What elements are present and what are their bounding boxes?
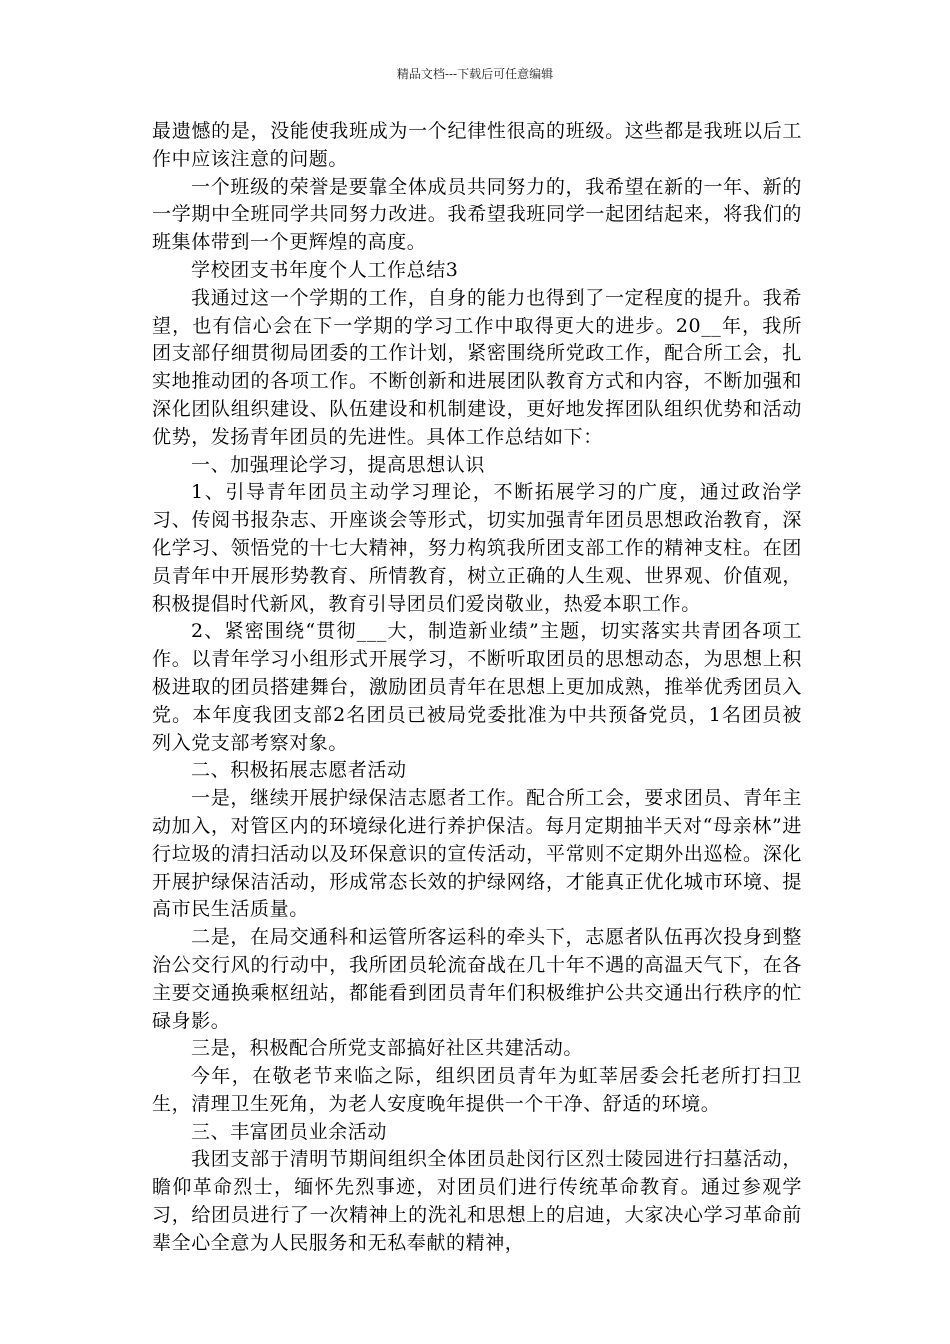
paragraph: 二是，在局交通科和运管所客运科的牵头下，志愿者队伍再次投身到整治公交行风的行动中，我所团员轮流奋战在几十年不遇的高温天气下，在各主要交通换乘枢纽站，都能看到团员青年们积极维护公共交通出行秩序的忙碌身影。 [152,926,802,1032]
paragraph: 三是，积极配合所党支部搞好社区共建活动。 [191,1037,584,1060]
paragraph: 今年，在敬老节来临之际，组织团员青年为虹莘居委会托老所打扫卫生，清理卫生死角，为老人安度晚年提供一个干净、舒适的环境。 [152,1065,802,1115]
section-title: 学校团支书年度个人工作总结3 [191,258,459,281]
paragraph: 我团支部于清明节期间组织全体团员赴闵行区烈士陵园进行扫墓活动，瞻仰革命烈士，缅怀先烈事迹，对团员们进行传统革命教育。通过参观学习，给团员进行了一次精神上的洗礼和思想上的启迪，大家决心学习革命前辈全心全意为人民服务和无私奉献的精神， [152,1148,802,1254]
paragraph: 一是，继续开展护绿保洁志愿者工作。配合所工会，要求团员、青年主动加入，对管区内的环境绿化进行养护保洁。每月定期抽半天对“母亲林”进行垃圾的清扫活动以及环保意识的宣传活动，平常则不定期外出巡检。深化开展护绿保洁活动，形成常态长效的护绿网络，才能真正优化城市环境、提高市民生活质量。 [152,787,802,921]
paragraph: 我通过这一个学期的工作，自身的能力也得到了一定程度的提升。我希望，也有信心会在下一学期的学习工作中取得更大的进步。20__年，我所团支部仔细贯彻局团委的工作计划，紧密围绕所党政工作，配合所工会，扎实地推动团的各项工作。不断创新和进展团队教育方式和内容，不断加强和深化团队组织建设、队伍建设和机制建设，更好地发挥团队组织优势和活动优势，发扬青年团员的先进性。具体工作总结如下： [152,286,802,448]
paragraph: 一个班级的荣誉是要靠全体成员共同努力的，我希望在新的一年、新的一学期中全班同学共同努力改进。我希望我班同学一起团结起来，将我们的班集体带到一个更辉煌的高度。 [152,175,802,254]
section-heading: 二、积极拓展志愿者活动 [191,759,407,782]
section-heading: 一、加强理论学习，提高思想认识 [191,453,486,476]
paragraph: 2、紧密围绕“贯彻___大，制造新业绩”主题，切实落实共青团各项工作。以青年学习小组形式开展学习，不断听取团员的思想动态，为思想上积极进取的团员搭建舞台，激励团员青年在思想上更加成熟，推举优秀团员入党。本年度我团支部2名团员已被局党委批准为中共预备党员，1名团员被列入党支部考察对象。 [152,620,802,754]
section-heading: 三、丰富团员业余活动 [191,1120,388,1143]
document-body [152,118,802,1258]
paragraph: 最遗憾的是，没能使我班成为一个纪律性很高的班级。这些都是我班以后工作中应该注意的问题。 [152,120,802,170]
header-note: 精品文档---下载后可任意编辑 [396,67,554,81]
paragraph: 1、引导青年团员主动学习理论，不断拓展学习的广度，通过政治学习、传阅书报杂志、开座谈会等形式，切实加强青年团员思想政治教育，深化学习、领悟党的十七大精神，努力构筑我所团支部工作的精神支柱。在团员青年中开展形势教育、所情教育，树立正确的人生观、世界观、价值观，积极提倡时代新风，教育引导团员们爱岗敬业，热爱本职工作。 [152,481,802,615]
